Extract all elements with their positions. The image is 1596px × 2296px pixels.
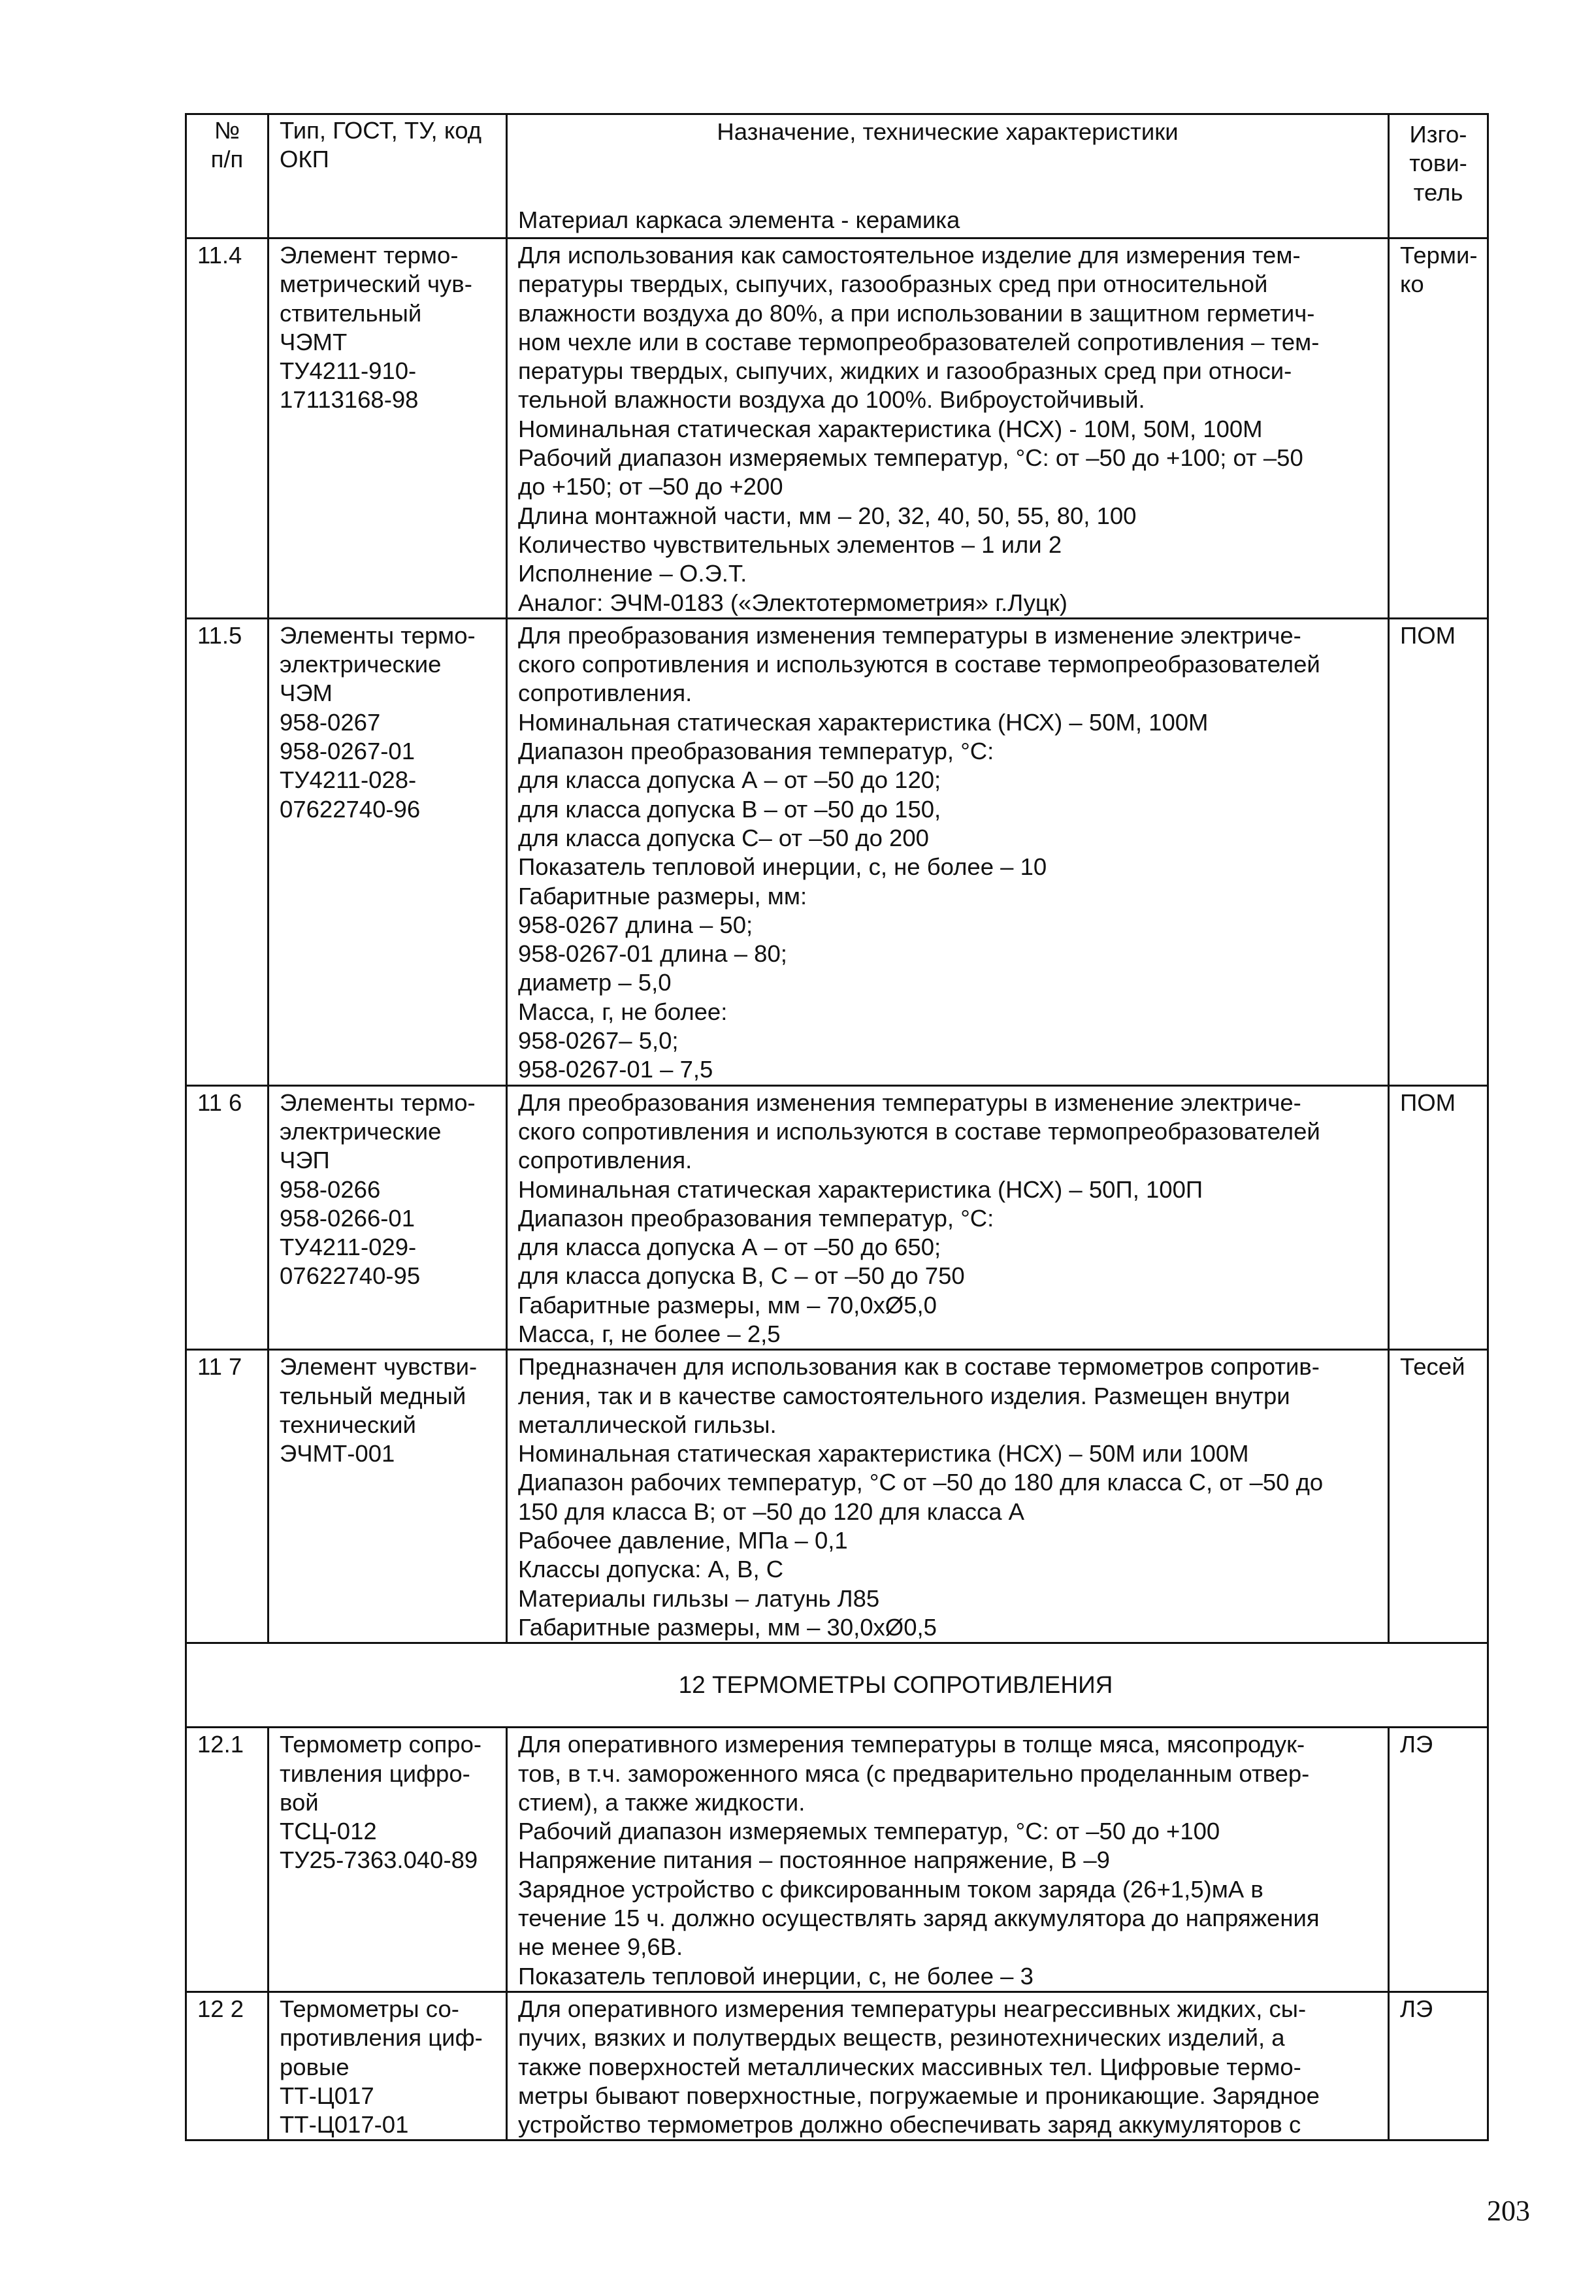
description-line: влажности воздуха до 80%, а при использовании в защитном герметич- [518, 299, 1315, 327]
description-line: Количество чувствительных элементов – 1 или 2 [518, 531, 1062, 558]
header-purpose-cell [507, 114, 1389, 238]
description-line: Диапазон преобразования температур, °С: [518, 1204, 994, 1232]
row-number: 12.1 [197, 1731, 244, 1758]
description-cell [507, 1992, 1389, 2140]
row-number: 11 7 [197, 1353, 242, 1381]
description-line: не менее 9,6В. [518, 1933, 683, 1961]
maker-line: ко [1400, 271, 1424, 298]
description-line: пературы твердых, сыпучих, газообразных сред при относительной [518, 271, 1268, 298]
type-line: 07622740-95 [280, 1262, 421, 1290]
type-cell [269, 238, 507, 619]
type-line: Элементы термо- [280, 621, 476, 649]
num-cell [186, 238, 269, 619]
description-line: Номинальная статическая характеристика (НСХ) – 50М, 100М [518, 708, 1209, 736]
header-maker-line: Изго- [1409, 121, 1467, 148]
description-line: Для преобразования изменения температуры в изменение электриче- [518, 1089, 1301, 1116]
row-number: 11 6 [197, 1089, 242, 1116]
description-line: течение 15 ч. должно осуществлять заряд аккумулятора до напряжения [518, 1905, 1320, 1932]
table-row [186, 618, 1488, 1085]
description-line: Габаритные размеры, мм – 70,0хØ5,0 [518, 1291, 937, 1319]
description-line: Показатель тепловой инерции, с, не более – 3 [518, 1962, 1034, 1990]
maker-cell [1389, 1728, 1488, 1992]
type-cell [269, 1085, 507, 1350]
type-line: электрические [280, 651, 442, 678]
type-line: 958-0267-01 [280, 738, 415, 765]
table-header-row [186, 114, 1488, 238]
description-line: 958-0267 длина – 50; [518, 911, 753, 938]
row-number: 11.5 [197, 621, 242, 649]
maker-line: Тесей [1400, 1353, 1465, 1381]
type-line: ЧЭМ [280, 680, 333, 707]
description-line: Для преобразования изменения температуры в изменение электриче- [518, 621, 1301, 649]
description-line: Для оперативного измерения температуры в толще мяса, мясопродук- [518, 1731, 1305, 1758]
description-line: пучих, вязких и полутвердых веществ, резинотехнических изделий, а [518, 2024, 1285, 2052]
num-cell [186, 1085, 269, 1350]
description-line: диаметр – 5,0 [518, 969, 672, 996]
description-line: Напряжение питания – постоянное напряжение, В –9 [518, 1846, 1110, 1874]
table-row [186, 1992, 1488, 2140]
header-maker-cell [1389, 114, 1488, 238]
description-line: 958-0267-01 длина – 80; [518, 940, 787, 968]
description-line: сопротивления. [518, 680, 692, 707]
type-line: Элементы термо- [280, 1089, 476, 1116]
maker-cell [1389, 238, 1488, 619]
description-line: Длина монтажной части, мм – 20, 32, 40, 50, 55, 80, 100 [518, 502, 1137, 529]
description-line: сопротивления. [518, 1147, 692, 1174]
type-line: технический [280, 1411, 416, 1438]
maker-cell [1389, 1085, 1488, 1350]
table-row [186, 1085, 1488, 1350]
type-cell [269, 1728, 507, 1992]
description-line: Масса, г, не более: [518, 998, 728, 1025]
description-line: ном чехле или в составе термопреобразователей сопротивления – тем- [518, 328, 1320, 355]
description-line: Номинальная статическая характеристика (НСХ) - 10М, 50М, 100М [518, 415, 1263, 442]
header-purpose-title: Назначение, технические характеристики [717, 118, 1179, 145]
table-body-section-12 [186, 1728, 1488, 2140]
type-cell [269, 1992, 507, 2140]
type-line: противления циф- [280, 2024, 483, 2052]
continuation-text: Материал каркаса элемента - керамика [518, 206, 960, 233]
description-line: Классы допуска: А, В, С [518, 1556, 784, 1583]
description-line: ления, так и в качестве самостоятельного изделия. Размещен внутри [518, 1382, 1290, 1409]
type-line: метрический чув- [280, 271, 472, 298]
header-type-line: ОКП [280, 146, 329, 173]
type-line: ровые [280, 2053, 350, 2080]
type-line: ствительный [280, 299, 422, 327]
description-line: Для использования как самостоятельное изделие для измерения тем- [518, 242, 1301, 269]
type-line: ЧЭМТ [280, 328, 348, 355]
section-heading-row [186, 1643, 1488, 1728]
description-line: Габаритные размеры, мм: [518, 882, 807, 910]
description-line: пературы твердых, сыпучих, жидких и газообразных сред при относи- [518, 357, 1292, 385]
description-line: Исполнение – О.Э.Т. [518, 560, 747, 587]
description-line: Рабочий диапазон измеряемых температур, °С: от –50 до +100 [518, 1818, 1220, 1845]
description-line: устройство термометров должно обеспечивать заряд аккумуляторов с [518, 2111, 1301, 2139]
description-line: 958-0267– 5,0; [518, 1027, 679, 1055]
type-line: тивления цифро- [280, 1760, 470, 1787]
description-line: Номинальная статическая характеристика (НСХ) – 50П, 100П [518, 1175, 1203, 1203]
description-line: для класса допуска С– от –50 до 200 [518, 824, 929, 851]
description-cell [507, 238, 1389, 619]
description-line: Номинальная статическая характеристика (НСХ) – 50М или 100М [518, 1440, 1249, 1468]
header-type-line: Тип, ГОСТ, ТУ, код [280, 117, 482, 144]
description-line: для класса допуска В, С – от –50 до 750 [518, 1262, 965, 1290]
row-number: 11.4 [197, 242, 242, 269]
description-line: Для оперативного измерения температуры неагрессивных жидких, сы- [518, 1995, 1307, 2022]
num-cell [186, 1992, 269, 2140]
description-line: Габаритные размеры, мм – 30,0хØ0,5 [518, 1613, 937, 1641]
maker-line: ПОМ [1400, 621, 1456, 649]
type-line: ТУ4211-028- [280, 766, 417, 794]
description-line: 958-0267-01 – 7,5 [518, 1056, 713, 1083]
header-num-cell [186, 114, 269, 238]
description-line: Зарядное устройство с фиксированным током заряда (26+1,5)мА в [518, 1875, 1263, 1903]
section-heading-cell [186, 1643, 1488, 1728]
description-line: металлической гильзы. [518, 1411, 777, 1438]
description-line: Диапазон рабочих температур, °С от –50 до 180 для класса С, от –50 до [518, 1469, 1324, 1496]
description-cell [507, 618, 1389, 1085]
description-line: Диапазон преобразования температур, °С: [518, 738, 994, 765]
section-heading: 12 ТЕРМОМЕТРЫ СОПРОТИВЛЕНИЯ [678, 1671, 1113, 1699]
maker-line: ПОМ [1400, 1089, 1456, 1116]
description-line: тов, в т.ч. замороженного мяса (с предварительно проделанным отвер- [518, 1760, 1310, 1787]
type-line: Элемент чувстви- [280, 1353, 478, 1381]
description-line: также поверхностей металлических массивных тел. Цифровые термо- [518, 2053, 1301, 2080]
description-line: для класса допуска А – от –50 до 120; [518, 766, 941, 794]
type-line: вой [280, 1788, 319, 1816]
description-cell [507, 1350, 1389, 1643]
header-maker-line: тель [1413, 178, 1463, 206]
table-row [186, 1728, 1488, 1992]
table-row [186, 238, 1488, 619]
type-line: 17113168-98 [280, 386, 419, 414]
description-line: 150 для класса В; от –50 до 120 для класса А [518, 1498, 1025, 1525]
type-line: 07622740-96 [280, 795, 421, 823]
type-line: Термометр сопро- [280, 1731, 482, 1758]
description-line: метры бывают поверхностные, погружаемые и проникающие. Зарядное [518, 2082, 1320, 2109]
header-num-line: № [214, 117, 240, 144]
type-line: 958-0266-01 [280, 1204, 415, 1232]
type-cell [269, 1350, 507, 1643]
type-line: ТТ-Ц017 [280, 2082, 374, 2109]
description-line: Рабочий диапазон измеряемых температур, °С: от –50 до +100; от –50 [518, 444, 1303, 472]
description-line: для класса допуска А – от –50 до 650; [518, 1234, 941, 1261]
maker-line: ЛЭ [1400, 1731, 1433, 1758]
type-line: ТТ-Ц017-01 [280, 2111, 409, 2139]
row-number: 12 2 [197, 1995, 244, 2022]
maker-line: Терми- [1400, 242, 1478, 269]
num-cell [186, 618, 269, 1085]
type-line: Элемент термо- [280, 242, 459, 269]
description-cell [507, 1085, 1389, 1350]
description-line: Аналог: ЭЧМ-0183 («Электотермометрия» г.Луцк) [518, 589, 1067, 616]
type-line: Термометры со- [280, 1995, 459, 2022]
description-line: Предназначен для использования как в составе термометров сопротив- [518, 1353, 1320, 1381]
table-row [186, 1350, 1488, 1643]
type-line: ТУ4211-910- [280, 357, 417, 385]
type-line: 958-0267 [280, 708, 381, 736]
maker-cell [1389, 1992, 1488, 2140]
type-line: электрические [280, 1117, 442, 1145]
table-body-section-11 [186, 238, 1488, 1643]
description-line: для класса допуска В – от –50 до 150, [518, 795, 941, 823]
description-line: до +150; от –50 до +200 [518, 473, 783, 500]
header-num-line: п/п [210, 146, 244, 173]
description-line: ского сопротивления и используются в составе термопреобразователей [518, 651, 1320, 678]
description-line: стием), а также жидкости. [518, 1788, 806, 1816]
type-cell [269, 618, 507, 1085]
type-line: 958-0266 [280, 1175, 381, 1203]
type-line: ТУ4211-029- [280, 1234, 417, 1261]
maker-cell [1389, 1350, 1488, 1643]
page-number: 203 [1487, 2195, 1530, 2227]
description-line: Рабочее давление, МПа – 0,1 [518, 1527, 848, 1554]
description-line: Показатель тепловой инерции, с, не более – 10 [518, 853, 1047, 881]
header-maker-line: тови- [1409, 150, 1467, 177]
num-cell [186, 1350, 269, 1643]
maker-cell [1389, 618, 1488, 1085]
header-type-cell [269, 114, 507, 238]
description-cell [507, 1728, 1389, 1992]
type-line: ЧЭП [280, 1147, 330, 1174]
type-line: ЭЧМТ-001 [280, 1440, 395, 1468]
description-line: тельной влажности воздуха до 100%. Виброустойчивый. [518, 386, 1145, 414]
type-line: ТУ25-7363.040-89 [280, 1846, 478, 1874]
maker-line: ЛЭ [1400, 1995, 1433, 2022]
spec-table [185, 113, 1489, 2141]
description-line: Материалы гильзы – латунь Л85 [518, 1584, 880, 1612]
description-line: ского сопротивления и используются в составе термопреобразователей [518, 1117, 1320, 1145]
type-line: ТСЦ-012 [280, 1818, 377, 1845]
type-line: тельный медный [280, 1382, 466, 1409]
description-line: Масса, г, не более – 2,5 [518, 1320, 781, 1347]
num-cell [186, 1728, 269, 1992]
